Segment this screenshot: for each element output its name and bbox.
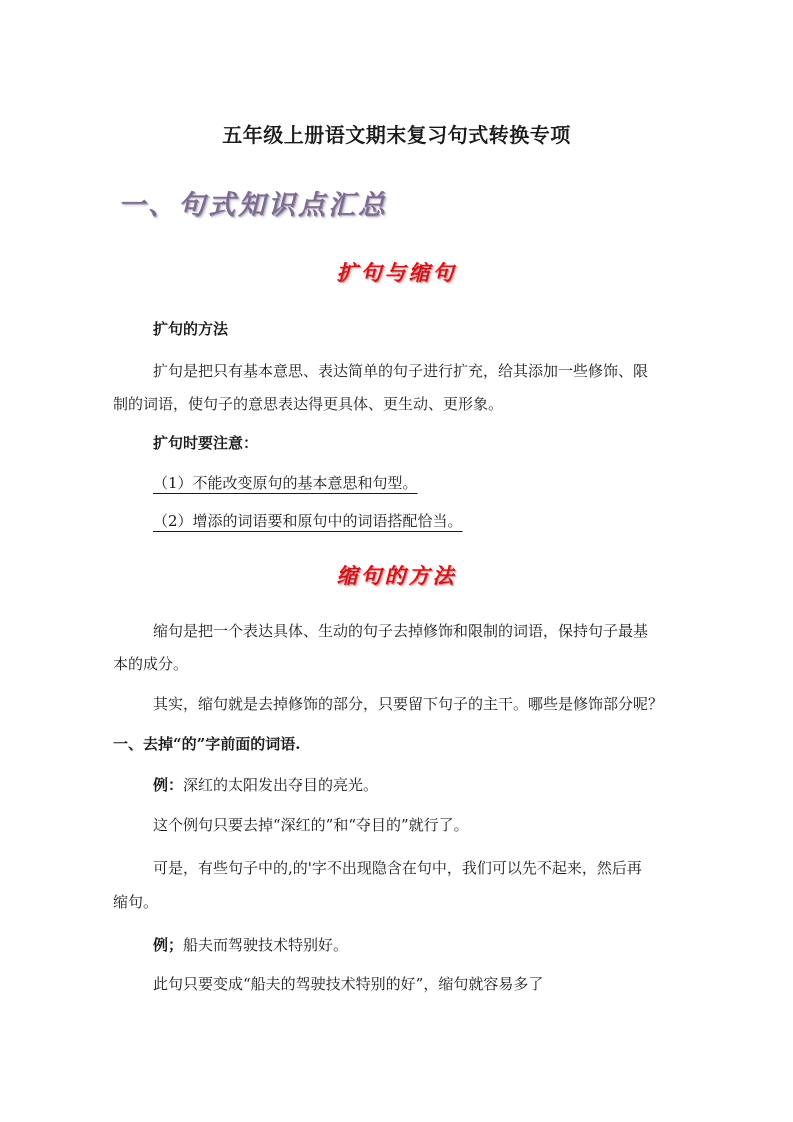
note-item-2: （2）增添的词语要和原句中的词语搭配恰当。 — [153, 512, 463, 530]
note-item-1: （1）不能改变原句的基本意思和句型。 — [153, 474, 418, 492]
example-line-2 — [153, 935, 723, 955]
paragraph-line: 本的成分。 — [113, 655, 189, 673]
paragraph-line: 可是，有些句子中的,的'字不出现隐含在句中，我们可以先不起来，然后再 — [153, 859, 642, 877]
rule-heading-1: 一、去掉“的”字前面的词语. — [113, 735, 301, 753]
paragraph-line: 这个例句只要去掉“深红的”和“夺目的”就行了。 — [153, 816, 469, 834]
paragraph-line: 扩句是把只有基本意思、表达简单的句子进行扩充，给其添加一些修饰、限 — [153, 362, 649, 380]
paragraph-line: 此句只要变成“船夫的驾驶技术特别的好”，缩句就容易多了 — [153, 975, 544, 993]
example-label: 例； — [153, 936, 184, 954]
document-title: 五年级上册语文期末复习句式转换专项 — [222, 123, 571, 147]
paragraph-line: 制的词语，使句子的意思表达得更具体、更生动、更形象。 — [113, 395, 504, 413]
paragraph-line: 其实，缩句就是去掉修饰的部分，只要留下句子的主干。哪些是修饰部分呢？ — [153, 695, 664, 713]
art-heading-expand-shrink: 扩句与缩句 — [336, 260, 457, 285]
section-heading-art: 一、句式知识点汇总 — [118, 190, 388, 221]
example-text: 船夫而驾驶技术特别好。 — [183, 936, 349, 954]
example-line-1 — [153, 775, 723, 795]
subheading-expand-notes: 扩句时要注意： — [153, 434, 259, 452]
example-text: 深红的太阳发出夺目的亮光。 — [183, 776, 379, 794]
subheading-expand-method: 扩句的方法 — [153, 320, 229, 338]
paragraph-line: 缩句。 — [113, 893, 159, 911]
art-heading-shrink-method: 缩句的方法 — [336, 563, 457, 588]
paragraph-line: 缩句是把一个表达具体、生动的句子去掉修饰和限制的词语，保持句子最基 — [153, 622, 649, 640]
example-label: 例： — [153, 776, 184, 794]
